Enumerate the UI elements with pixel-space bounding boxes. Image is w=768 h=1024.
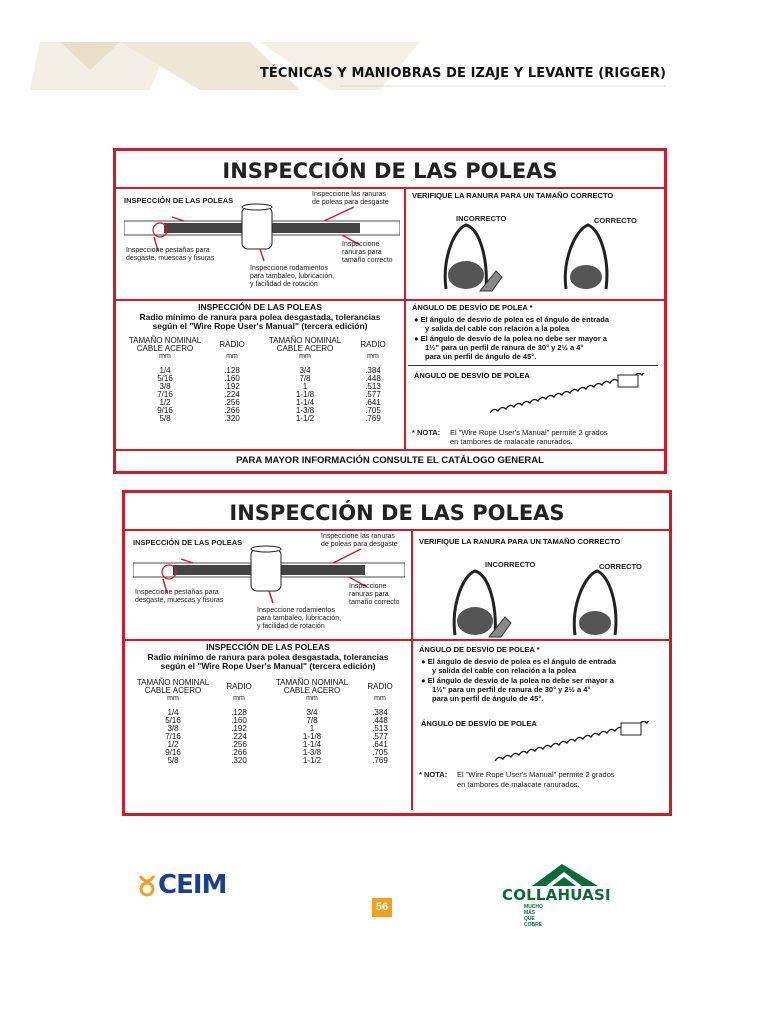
groove-radius-table: TAMAÑO NOMINAL CABLE ACERO RADIO TAMAÑO NOMINAL CABLE ACERO RADIO mm mm mm mm 1/4 .128 3/4 .384 5/16 .160 7/8 .448 3/8 .192 1 .513 7/16 .224 1-1/8 .577 1/2 .256 1-1/4 .641 9/16 .266 1-3/8 .705 5/8 .320 1-1/2 .769 <box>135 679 403 765</box>
table-row: 5/8 .320 1-1/2 .769 <box>159 414 381 423</box>
table-subtitle-1: Radio mínimo de ranura para polea desgastada, tolerancias <box>139 312 381 322</box>
label-rodamientos-2: para tambaleo, lubricación, <box>250 273 335 280</box>
label-tamano-2: ranuras para <box>342 249 382 256</box>
pulley-inspection-card-1: INSPECCIÓN DE LAS POLEAS INSPECCIÓN DE LAS POLEAS Inspeccione las ranuras de poleas para desgaste Inspeccione pestañas para desgaste, muescas y fisuras Inspeccione ranuras para tamaño correcto Inspeccione rodamientos para tambaleo, lubricación, y facilidad de rotación VERIFIQUE LA RANURA PARA UN TAMAÑO CORRECTO INCORRECTO CORRECTO INSPECCIÓN DE LAS POLEAS Radio mínimo de ranura para polea desgastada, tolerancias según el "Wire Rope User's Manual" (tercera edición) TAMAÑO NOMINAL CABLE ACERO RADIO TAMAÑO NOMINAL CABLE ACERO RADIO mm mm mm mm 1/4 .128 3/4 .384 5/16 .160 7/8 .448 3/8 .192 1 .513 7/16 .224 1-1/8 .577 1/2 .256 1-1/4 .641 9/16 .266 1-3/8 .705 5/8 .320 1-1/2 .769 ÁNGULO DE DESVÍO DE POLEA * ● El ángulo de desvío de polea es el ángulo de entrada y salida del cable con relación a la polea ● El ángulo de desvío de la polea no debe ser mayor a 1½" para un perfil de ranura de 30° y 2½ a 4° para un perfil de ángulo de 45°. ÁNGULO DE DESVÍO DE POLEA * NOTA: El "Wire Rope User's Manual" permite 2 grados en tambores de malacate ranurados. PARA MAYOR INFORMACIÓN CONSULTE EL CATÁLOGO GENERAL <box>113 148 667 474</box>
verify-title: VERIFIQUE LA RANURA PARA UN TAMAÑO CORRECTO <box>419 537 621 546</box>
table-row: 7/16 .224 1-1/8 .577 <box>157 390 381 399</box>
collahuasi-mountain-icon <box>502 862 644 888</box>
groove-diagram <box>445 565 635 639</box>
label-rodamientos-1: Inspeccione rodamientos <box>257 607 335 614</box>
label-tamano-1: Inspeccione <box>349 583 387 590</box>
table-row: 5/8 .320 1-1/2 .769 <box>167 756 388 765</box>
fleet-angle-rope-diagram <box>491 721 667 765</box>
table-row: 1/4 .128 3/4 .384 <box>167 708 388 717</box>
ceim-logo-mark-icon <box>136 872 158 900</box>
verify-title: VERIFIQUE LA RANURA PARA UN TAMAÑO CORRECTO <box>412 191 614 200</box>
note-label: * NOTA: <box>419 770 448 779</box>
card-footer: PARA MAYOR INFORMACIÓN CONSULTE EL CATÁLOGO GENERAL <box>116 449 664 471</box>
label-ranuras-1: Inspeccione las ranuras <box>321 533 395 540</box>
card-title: INSPECCIÓN DE LAS POLEAS <box>125 497 669 531</box>
label-pestanas-1: Inspeccione pestañas para <box>126 247 210 254</box>
header-title: TÉCNICAS Y MANIOBRAS DE IZAJE Y LEVANTE (RIGGER) <box>259 66 666 81</box>
angle-title: ÁNGULO DE DESVÍO DE POLEA * <box>412 303 533 312</box>
table-subtitle-2: según el "Wire Rope User's Manual" (tercera edición) <box>160 661 376 671</box>
table-title: INSPECCIÓN DE LAS POLEAS <box>198 302 322 312</box>
label-incorrect: INCORRECTO <box>456 214 507 223</box>
table-row: 5/16 .160 7/8 .448 <box>157 374 381 383</box>
angle-diagram-title: ÁNGULO DE DESVÍO DE POLEA <box>421 719 537 728</box>
table-title: INSPECCIÓN DE LAS POLEAS <box>206 642 330 652</box>
page-number: 56 <box>372 898 392 917</box>
pulley-inspection-card-2: INSPECCIÓN DE LAS POLEAS INSPECCIÓN DE LAS POLEAS Inspeccione las ranuras de poleas para desgaste Inspeccione pestañas para desgaste, muescas y fisuras Inspeccione ranuras para tamaño correcto Inspeccione rodamientos para tambaleo, lubricación, y facilidad de rotación VERIFIQUE LA RANURA PARA UN TAMAÑO CORRECTO INCORRECTO CORRECTO INSPECCIÓN DE LAS POLEAS Radio mínimo de ranura para polea desgastada, tolerancias según el "Wire Rope User's Manual" (tercera edición) TAMAÑO NOMINAL CABLE ACERO RADIO TAMAÑO NOMINAL CABLE ACERO RADIO mm mm mm mm 1/4 .128 3/4 .384 5/16 .160 7/8 .448 3/8 .192 1 .513 7/16 .224 1-1/8 .577 1/2 .256 1-1/4 .641 9/16 .266 1-3/8 .705 5/8 .320 1-1/2 .769 ÁNGULO DE DESVÍO DE POLEA * ● El ángulo de desvío de polea es el ángulo de entrada y salida del cable con relación a la polea ● El ángulo de desvío de la polea no debe ser mayor a 1½" para un perfil de ranura de 30° y 2½ a 4° para un perfil de ángulo de 45°. ÁNGULO DE DESVÍO DE POLEA * NOTA: El "Wire Rope User's Manual" permite 2 grados en tambores de malacate ranurados. <box>122 490 672 816</box>
diagram-label-main: INSPECCIÓN DE LAS POLEAS <box>124 196 234 205</box>
note-label: * NOTA: <box>412 428 441 437</box>
table-row: 3/8 .192 1 .513 <box>167 724 388 733</box>
note-line-1: El "Wire Rope User's Manual" permite 2 grados <box>450 428 608 437</box>
table-row: 9/16 .266 1-3/8 .705 <box>157 406 381 415</box>
label-pestanas-2: desgaste, muescas y fisuras <box>135 597 224 604</box>
note-line-2: en tambores de malacate ranurados. <box>450 437 573 446</box>
table-row: 1/2 .256 1-1/4 .641 <box>167 740 388 749</box>
label-ranuras-1: Inspeccione las ranuras <box>312 191 386 198</box>
label-rodamientos-1: Inspeccione rodamientos <box>250 265 328 272</box>
diagram-label-main: INSPECCIÓN DE LAS POLEAS <box>133 538 243 547</box>
label-pestanas-2: desgaste, muescas y fisuras <box>126 255 215 262</box>
label-ranuras-2: de poleas para desgaste <box>312 199 389 206</box>
table-subtitle-2: según el "Wire Rope User's Manual" (tercera edición) <box>152 321 368 331</box>
note-line-2: en tambores de malacate ranurados. <box>457 780 580 789</box>
label-tamano-3: tamaño correcto <box>349 599 400 606</box>
table-row: 1/4 .128 3/4 .384 <box>159 366 381 375</box>
table-row: 7/16 .224 1-1/8 .577 <box>165 732 388 741</box>
groove-radius-table: TAMAÑO NOMINAL CABLE ACERO RADIO TAMAÑO NOMINAL CABLE ACERO RADIO mm mm mm mm 1/4 .128 3/4 .384 5/16 .160 7/8 .448 3/8 .192 1 .513 7/16 .224 1-1/8 .577 1/2 .256 1-1/4 .641 9/16 .266 1-3/8 .705 5/8 .320 1-1/2 .769 <box>126 337 396 423</box>
table-row: 3/8 .192 1 .513 <box>159 382 381 391</box>
label-correct: CORRECTO <box>599 562 642 571</box>
label-rodamientos-3: y facilidad de rotación <box>250 281 318 288</box>
label-pestanas-1: Inspeccione pestañas para <box>135 589 219 596</box>
table-subtitle-1: Radio mínimo de ranura para polea desgastada, tolerancias <box>147 652 389 662</box>
label-incorrect: INCORRECTO <box>485 560 536 569</box>
fleet-angle-rope-diagram <box>486 373 662 417</box>
note-line-1: El "Wire Rope User's Manual" permite 2 grados <box>457 770 615 779</box>
groove-diagram <box>436 219 626 293</box>
angle-diagram-title: ÁNGULO DE DESVÍO DE POLEA <box>414 371 530 380</box>
label-tamano-2: ranuras para <box>349 591 389 598</box>
ceim-logo: CEIM <box>158 870 227 900</box>
label-tamano-1: Inspeccione <box>342 241 380 248</box>
label-tamano-3: tamaño correcto <box>342 257 393 264</box>
table-row: 5/16 .160 7/8 .448 <box>165 716 388 725</box>
table-row: 1/2 .256 1-1/4 .641 <box>159 398 381 407</box>
angle-title: ÁNGULO DE DESVÍO DE POLEA * <box>419 645 540 654</box>
label-rodamientos-3: y facilidad de rotación <box>257 623 325 630</box>
card-title: INSPECCIÓN DE LAS POLEAS <box>116 155 664 189</box>
label-correct: CORRECTO <box>594 216 637 225</box>
label-ranuras-2: de poleas para desgaste <box>321 541 398 548</box>
label-rodamientos-2: para tambaleo, lubricación, <box>257 615 342 622</box>
table-row: 9/16 .266 1-3/8 .705 <box>165 748 388 757</box>
